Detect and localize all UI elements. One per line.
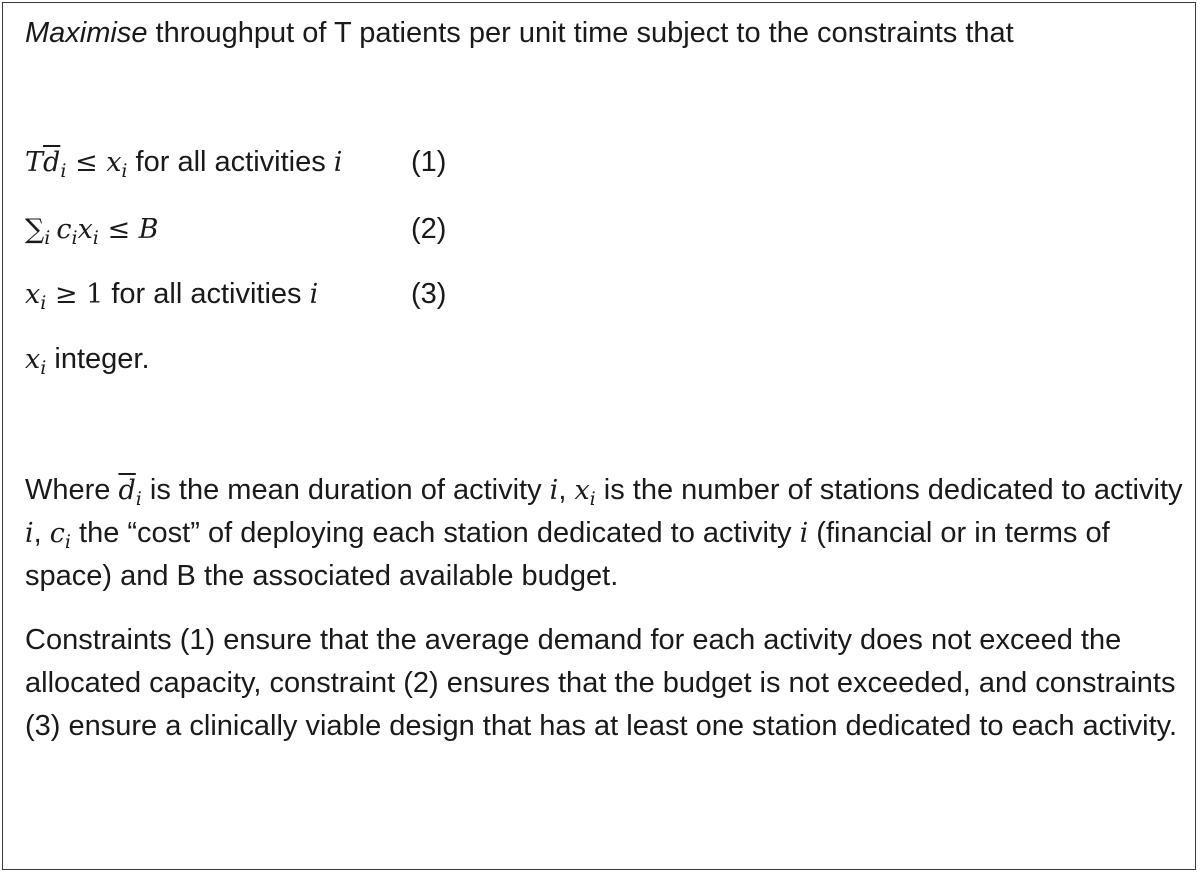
para1-text: , — [558, 474, 575, 506]
symbol-B: B — [138, 214, 159, 245]
constraint-1-number: (1) — [411, 146, 447, 178]
symbol-c: c — [49, 518, 65, 549]
definitions-paragraph — [25, 469, 1185, 598]
symbol-x: x — [106, 147, 122, 178]
para1-text: Where — [25, 474, 119, 506]
para1-text: is the mean duration of activity — [141, 474, 550, 506]
subscript-i: i — [60, 160, 67, 182]
constraint-1-text: for all activities — [127, 146, 334, 178]
objective-lead: Maximise — [25, 17, 148, 49]
explanation-paragraph: Constraints (1) ensure that the average demand for each activity does not exceed the allocated capacity, constraint (2) ensures that the budget is not exceeded, and constraints (3) ensure a clinically viable design that has at least one station dedicated to each activity. — [25, 624, 1178, 742]
symbol-i: i — [799, 518, 809, 549]
symbol-i: i — [333, 147, 343, 178]
subscript-i: i — [64, 531, 71, 553]
symbol-c: c — [56, 214, 72, 245]
symbol-x: x — [574, 475, 590, 506]
symbol-ge: ≥ — [46, 279, 87, 310]
symbol-x: x — [25, 344, 41, 375]
para1-text: (financial or in terms of space) and B the associated available budget. — [25, 517, 1110, 592]
symbol-sum: ∑ — [25, 214, 45, 245]
symbol-d-bar: $\overline{d}$ — [43, 147, 61, 178]
symbol-x: x — [25, 279, 41, 310]
symbol-x: x — [77, 214, 93, 245]
symbol-d-bar: $\overline{d}$ — [118, 475, 136, 506]
symbol-le: ≤ — [98, 214, 139, 245]
objective-line — [25, 17, 1014, 50]
formulation-box — [2, 2, 1196, 870]
symbol-le: ≤ — [66, 147, 107, 178]
symbol-one: 1 — [86, 279, 104, 310]
constraint-2-number: (2) — [411, 213, 447, 245]
constraint-integer — [25, 343, 150, 379]
subscript-i: i — [589, 488, 596, 510]
constraint-3 — [25, 278, 319, 314]
symbol-T: T — [25, 147, 44, 178]
symbol-i: i — [309, 279, 319, 310]
para1-text: the “cost” of deploying each station dedicated to activity — [70, 517, 800, 549]
para1-text: is the number of stations dedicated to activity — [595, 474, 1183, 506]
para1-text: , — [33, 517, 50, 549]
subscript-i: i — [40, 292, 47, 314]
constraint-3-text: for all activities — [103, 278, 310, 310]
subscript-i: i — [92, 227, 99, 249]
constraint-2 — [25, 213, 159, 249]
objective-text: throughput of T patients per unit time subject to the constraints that — [147, 17, 1014, 49]
symbol-i: i — [25, 518, 34, 549]
subscript-i: i — [40, 357, 47, 379]
constraint-1 — [25, 146, 343, 182]
subscript-i: i — [135, 488, 142, 510]
subscript-i: i — [44, 227, 51, 249]
subscript-i: i — [71, 227, 78, 249]
constraint-integer-text: integer. — [46, 343, 150, 375]
symbol-i: i — [549, 475, 559, 506]
subscript-i: i — [121, 160, 128, 182]
constraint-3-number: (3) — [411, 278, 447, 310]
